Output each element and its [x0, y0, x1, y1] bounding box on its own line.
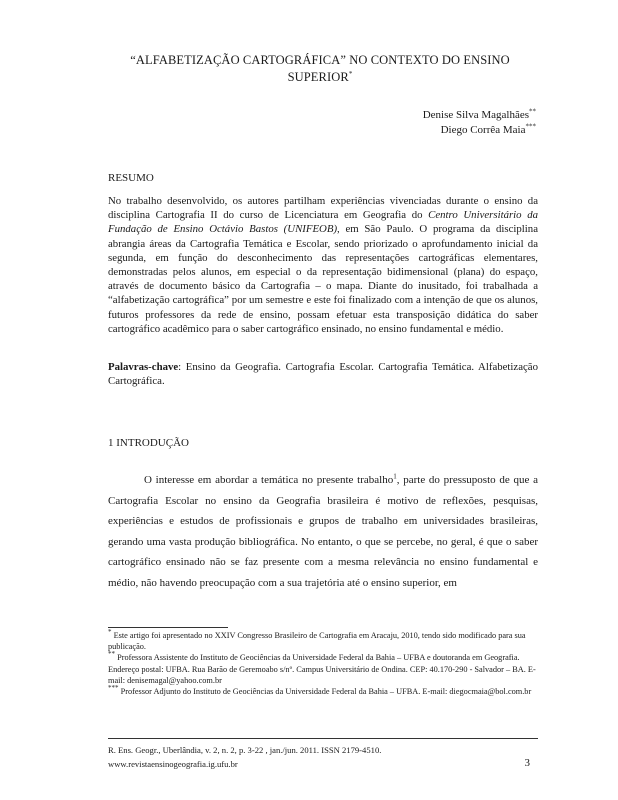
intro-footnote-mark: 1: [393, 472, 397, 481]
title-line-2: [100, 69, 540, 86]
intro-part-1: O interesse em abordar a temática no presente trabalho: [144, 474, 394, 486]
footnote-separator: [108, 627, 228, 628]
footnotes: [108, 630, 538, 697]
author-1-name: Denise Silva Magalhães: [422, 109, 529, 121]
footnote-2-text: Professora Assistente do Instituto de Geociências da Universidade Federal da Bahia – UFBA e doutoranda em Geografia. Endereço postal: UFBA. Rua Barão de Geremoabo s/nº. Campus Universitário de Ondina. CEP: 40.170-290 - Salvador – BA. E-mail: denisemagal@yahoo.com.br: [108, 653, 536, 685]
journal-url: www.revistaensinogeografia.ig.ufu.br: [108, 759, 238, 769]
author-2: [423, 123, 536, 138]
author-1-mark: **: [529, 107, 536, 116]
paper-title: [100, 52, 540, 86]
footnote-1: [108, 630, 538, 652]
abstract-institution: Centro Universitário da Fundação de Ensino Octávio Bastos (UNIFEOB): [108, 209, 538, 236]
footnote-1-text: Este artigo foi apresentado no XXIV Congresso Brasileiro de Cartografia em Aracaju, 2010, tendo sido modificado para sua publicação.: [108, 631, 526, 652]
title-line-2-text: SUPERIOR: [287, 70, 349, 84]
intro-part-2: , parte do pressuposto de que a Cartografia Escolar no ensino da Geografia brasileira é motivo de reflexões, pesquisas, experiências e estudos de profissionais e grupos de trabalho em universidades brasileiras, gerando uma vasta produção bibliográfica. No entanto, o que se percebe, no geral, é que o saber cartográfico ensinado não se faz presente com a mesma relevância no ensino fundamental e médio, não havendo preocupação com a sua trajetória até o ensino superior, em: [108, 474, 538, 589]
author-2-mark: ***: [525, 122, 536, 131]
keywords: [108, 360, 538, 388]
intro-paragraph: [108, 470, 538, 593]
citation-line: R. Ens. Geogr., Uberlândia, v. 2, n. 2, p. 3-22 , jan./jun. 2011. ISSN 2179-4510.: [108, 745, 382, 755]
abstract-heading: RESUMO: [108, 172, 154, 184]
title-footnote-mark: *: [348, 69, 353, 78]
section-heading-introduction: 1 INTRODUÇÃO: [108, 437, 189, 449]
footer-separator: [108, 738, 538, 739]
author-list: [423, 108, 536, 138]
footnote-2-mark: **: [108, 650, 115, 659]
author-1: [423, 108, 536, 123]
footnote-1-mark: *: [108, 628, 112, 637]
abstract-part-1: No trabalho desenvolvido, os autores partilham experiências vivenciadas durante o ensino da disciplina Cartografia II do curso de Licenciatura em Geografia do: [108, 195, 538, 222]
introduction-text: [108, 470, 538, 593]
footnote-3-mark: ***: [108, 684, 119, 693]
abstract-part-2: , em São Paulo. O programa da disciplina abrangia áreas da Cartografia Temática e Escolar, sendo priorizado o aprofundamento inicial da segunda, em função do desconhecimento das representações cartográficas elementares, demonstradas pelos alunos, em especial o da representação bidimensional (plana) do espaço, através de documento básico da Cartografia – o mapa. Diante do inusitado, foi trabalhada a “alfabetização cartográfica” por um semestre e este foi finalizado com a intenção de que os alunos, futuros professores da rede de ensino, possam efetuar esta transposição didática do saber cartográfico acadêmico para o saber cartográfico ensinado, no ensino fundamental e médio.: [108, 223, 538, 335]
footnote-2: [108, 652, 538, 686]
abstract-text: [108, 194, 538, 336]
footnote-3-text: Professor Adjunto do Instituto de Geociências da Universidade Federal da Bahia – UFBA. E-mail: diegocmaia@bol.com.br: [118, 687, 532, 697]
footnote-3: [108, 686, 538, 697]
journal-citation: [108, 743, 381, 771]
page-number: 3: [524, 757, 530, 769]
keywords-label: Palavras-chave: [108, 361, 179, 373]
keywords-text: : Ensino da Geografia. Cartografia Escolar. Cartografia Temática. Alfabetização Cartográfica.: [108, 361, 538, 388]
title-line-1: “ALFABETIZAÇÃO CARTOGRÁFICA” NO CONTEXTO DO ENSINO: [130, 53, 510, 67]
author-2-name: Diego Corrêa Maia: [440, 124, 526, 136]
